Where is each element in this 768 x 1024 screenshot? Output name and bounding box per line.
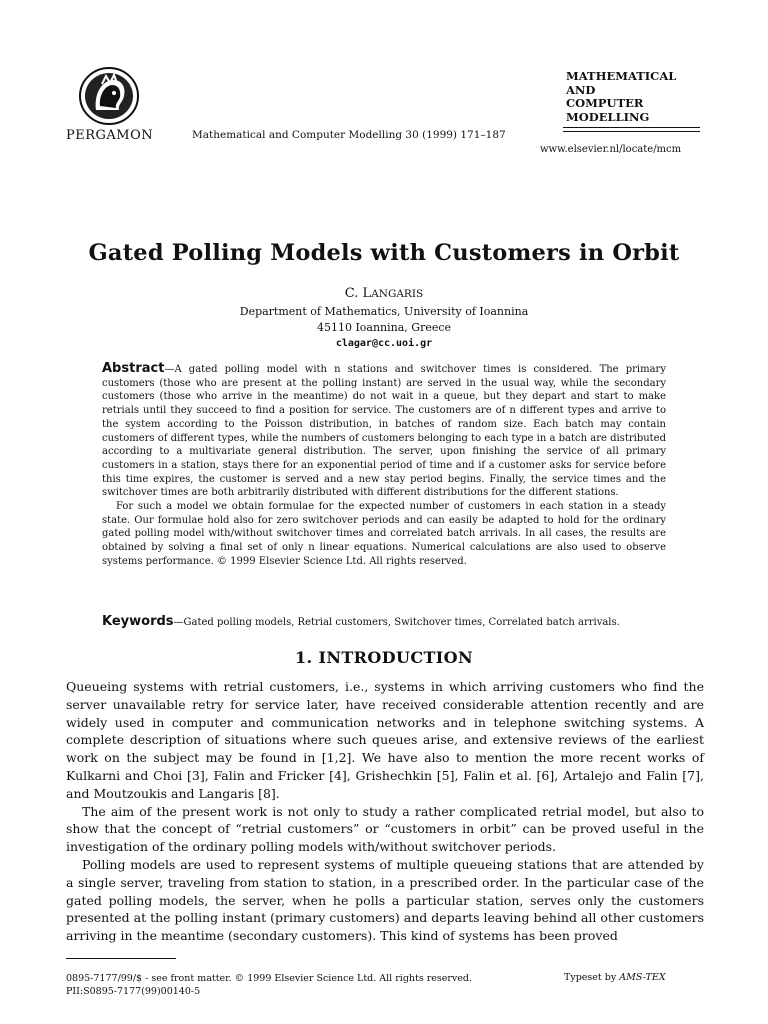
body-paragraph: Queueing systems with retrial customers, i.e., systems in which arriving customers who find the server unavailable retry for service later, have received considerable attention recently and are widely used in computer and communication networks and in telephone switching systems. A complete description of situations where such queues arise, and extensive reviews of the earliest work on the subject may be found in [1,2]. We have also to mention the more recent works of Kulkarni and Choi [3], Falin and Fricker [4], Grishechkin [5], Falin et al. [6], Artalejo and Falin [7], and Moutzoukis and Langaris [8]. <box>66 679 704 801</box>
author-initial: C. L <box>344 286 372 301</box>
body-paragraph: Polling models are used to represent systems of multiple queueing stations that are attended by a single server, traveling from station to station, in a prescribed order. In the particular case of the gated polling models, the server, when he polls a particular station, serves only the customers presented at the polling instant (primary customers) and departs leaving behind all other customers arriving in the meantime (secondary customers). This kind of systems has been proved <box>66 856 704 944</box>
author-surname: ANGARIS <box>371 288 424 300</box>
keywords-label: Keywords <box>102 614 174 629</box>
abstract-paragraph: For such a model we obtain formulae for the expected number of customers in each station in a steady state. Our formulae hold also for zero switchover periods and can easily be adapted to hold for the ordinary gated polling model with/without switchover times and correlated batch arrivals. In all cases, the results are obtained by solving a final set of only n linear equations. Numerical calculations are also used to observe systems performance. © 1999 Elsevier Science Ltd. All rights reserved. <box>102 501 666 567</box>
journal-name-line: MATHEMATICAL <box>566 69 677 83</box>
pergamon-logo <box>78 66 140 126</box>
typeset-label: Typeset by <box>564 972 617 983</box>
journal-name <box>566 70 676 124</box>
abstract-text: A gated polling model with n stations and switchover times is considered. The primary customers (those who are present at the polling instant) are served in the usual way, while the secondary customers (those who arrive in the meantime) do not wait in a queue, but they depart and start to make retrials until they succeed to find a position for service. The customers are of n different types and arrive to the system according to the Poisson distribution, in batches of random size. Each batch may contain customers of different types, while the numbers of customers belonging to each type in a batch are distributed according to a multivariate general distribution. The server, upon finishing the service of all primary customers in a station, stays there for an exponential period of time and if a customer asks for service before this time expires, the customer is served and a new stay period begins. Finally, the service times and the switchover times are both arbitrarily distributed with different distributions for the different stations. <box>102 364 666 499</box>
abstract-label: Abstract <box>102 361 165 376</box>
article-title: Gated Polling Models with Customers in Orbit <box>88 240 680 266</box>
footnote-rule <box>66 958 176 959</box>
journal-rule <box>563 131 700 132</box>
abstract <box>102 362 666 569</box>
section-body <box>66 678 704 945</box>
affiliation <box>0 304 768 352</box>
journal-citation: Mathematical and Computer Modelling 30 (1999) 171–187 <box>192 129 506 141</box>
copyright-line: 0895-7177/99/$ - see front matter. © 1999 Elsevier Science Ltd. All rights reserved. <box>66 973 473 984</box>
affiliation-line: Department of Mathematics, University of Ioannina <box>239 305 529 318</box>
journal-rule <box>563 127 700 128</box>
publisher-name: PERGAMON <box>66 128 154 143</box>
footer <box>66 972 472 998</box>
typeset-note <box>564 972 666 983</box>
typeset-system: AMS-TEX <box>619 972 666 983</box>
author-email[interactable]: clagar@cc.uoi.gr <box>335 338 433 349</box>
pii-line: PII:S0895-7177(99)00140-5 <box>66 986 201 997</box>
keywords-dash: — <box>173 617 184 628</box>
keywords <box>102 614 666 629</box>
journal-url[interactable]: www.elsevier.nl/locate/mcm <box>540 144 682 155</box>
body-paragraph: The aim of the present work is not only to study a rather complicated retrial model, but also to show that the concept of “retrial customers” or “customers in orbit” can be proved useful in the investigation of the ordinary polling models with/without switchover periods. <box>66 803 704 855</box>
section-heading: 1. INTRODUCTION <box>294 648 474 667</box>
author-name <box>0 286 768 301</box>
abstract-dash: — <box>164 364 175 375</box>
abstract-paragraph <box>102 362 666 500</box>
affiliation-line: 45110 Ioannina, Greece <box>316 321 452 334</box>
journal-name-line: AND <box>566 82 596 97</box>
journal-name-line: MODELLING <box>566 109 650 124</box>
journal-name-line: COMPUTER <box>566 96 644 110</box>
keywords-text: Gated polling models, Retrial customers, Switchover times, Correlated batch arrivals. <box>183 617 620 628</box>
